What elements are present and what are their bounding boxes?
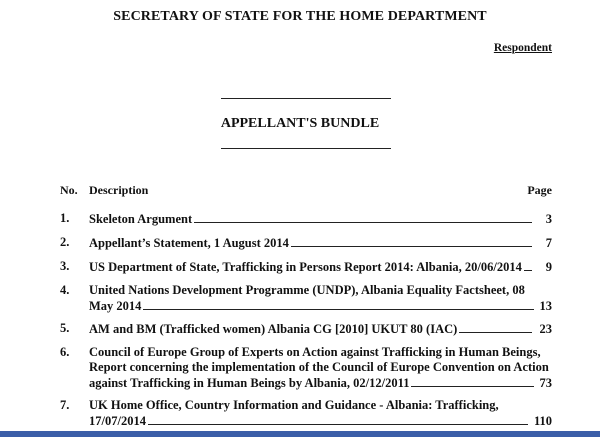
leader-line [148,413,528,425]
entry-number: 5. [60,321,70,335]
entry-number: 2. [60,235,70,249]
entry-number: 6. [60,345,70,359]
entry-description: Appellant’s Statement, 1 August 2014 [89,236,289,250]
entry-description-line: UK Home Office, Country Information and Guidance - Albania: Trafficking, [89,398,499,412]
entry-description: Skeleton Argument [89,212,193,226]
index-header-description: Description [89,183,149,197]
bundle-title: APPELLANT'S BUNDLE [220,116,380,131]
entry-description-line: United Nations Development Programme (UNDP), Albania Equality Factsheet, 08 [89,283,525,297]
entry-description-line: Council of Europe Group of Experts on Action against Trafficking in Human Beings, [89,345,541,359]
entry-description-line: May 2014 [89,299,142,313]
leader-line [194,211,532,223]
entry-description-line: 17/07/2014 [89,414,146,428]
index-header-no: No. [60,183,78,197]
leader-line [411,375,533,387]
entry-description: AM and BM (Trafficked women) Albania CG [2010] UKUT 80 (IAC) [89,322,458,336]
entry-page: 13 [539,299,552,313]
entry-page: 73 [539,376,552,390]
title-rule-top [221,98,391,99]
leader-line [143,298,533,310]
index-header-page: Page [527,183,552,197]
entry-page: 9 [545,260,552,274]
entry-description-line: against Trafficking in Human Beings by Albania, 02/12/2011 [89,376,410,390]
entry-number: 3. [60,259,70,273]
entry-number: 1. [60,211,70,225]
leader-line [459,321,532,333]
entry-page: 23 [539,322,552,336]
entry-page: 3 [545,212,552,226]
leader-line [524,259,532,271]
window-bottom-bar [0,431,600,437]
title-rule-bottom [221,148,391,149]
entry-page: 7 [545,236,552,250]
entry-number: 7. [60,398,70,412]
entry-page: 110 [533,414,552,428]
entry-description: US Department of State, Trafficking in Persons Report 2014: Albania, 20/06/2014 [89,260,522,274]
party-name: SECRETARY OF STATE FOR THE HOME DEPARTMENT [113,9,487,24]
party-role: Respondent [493,42,552,54]
entry-number: 4. [60,283,70,297]
entry-description-line: Report concerning the implementation of the Council of Europe Convention on Action [89,360,549,374]
leader-line [291,235,532,247]
